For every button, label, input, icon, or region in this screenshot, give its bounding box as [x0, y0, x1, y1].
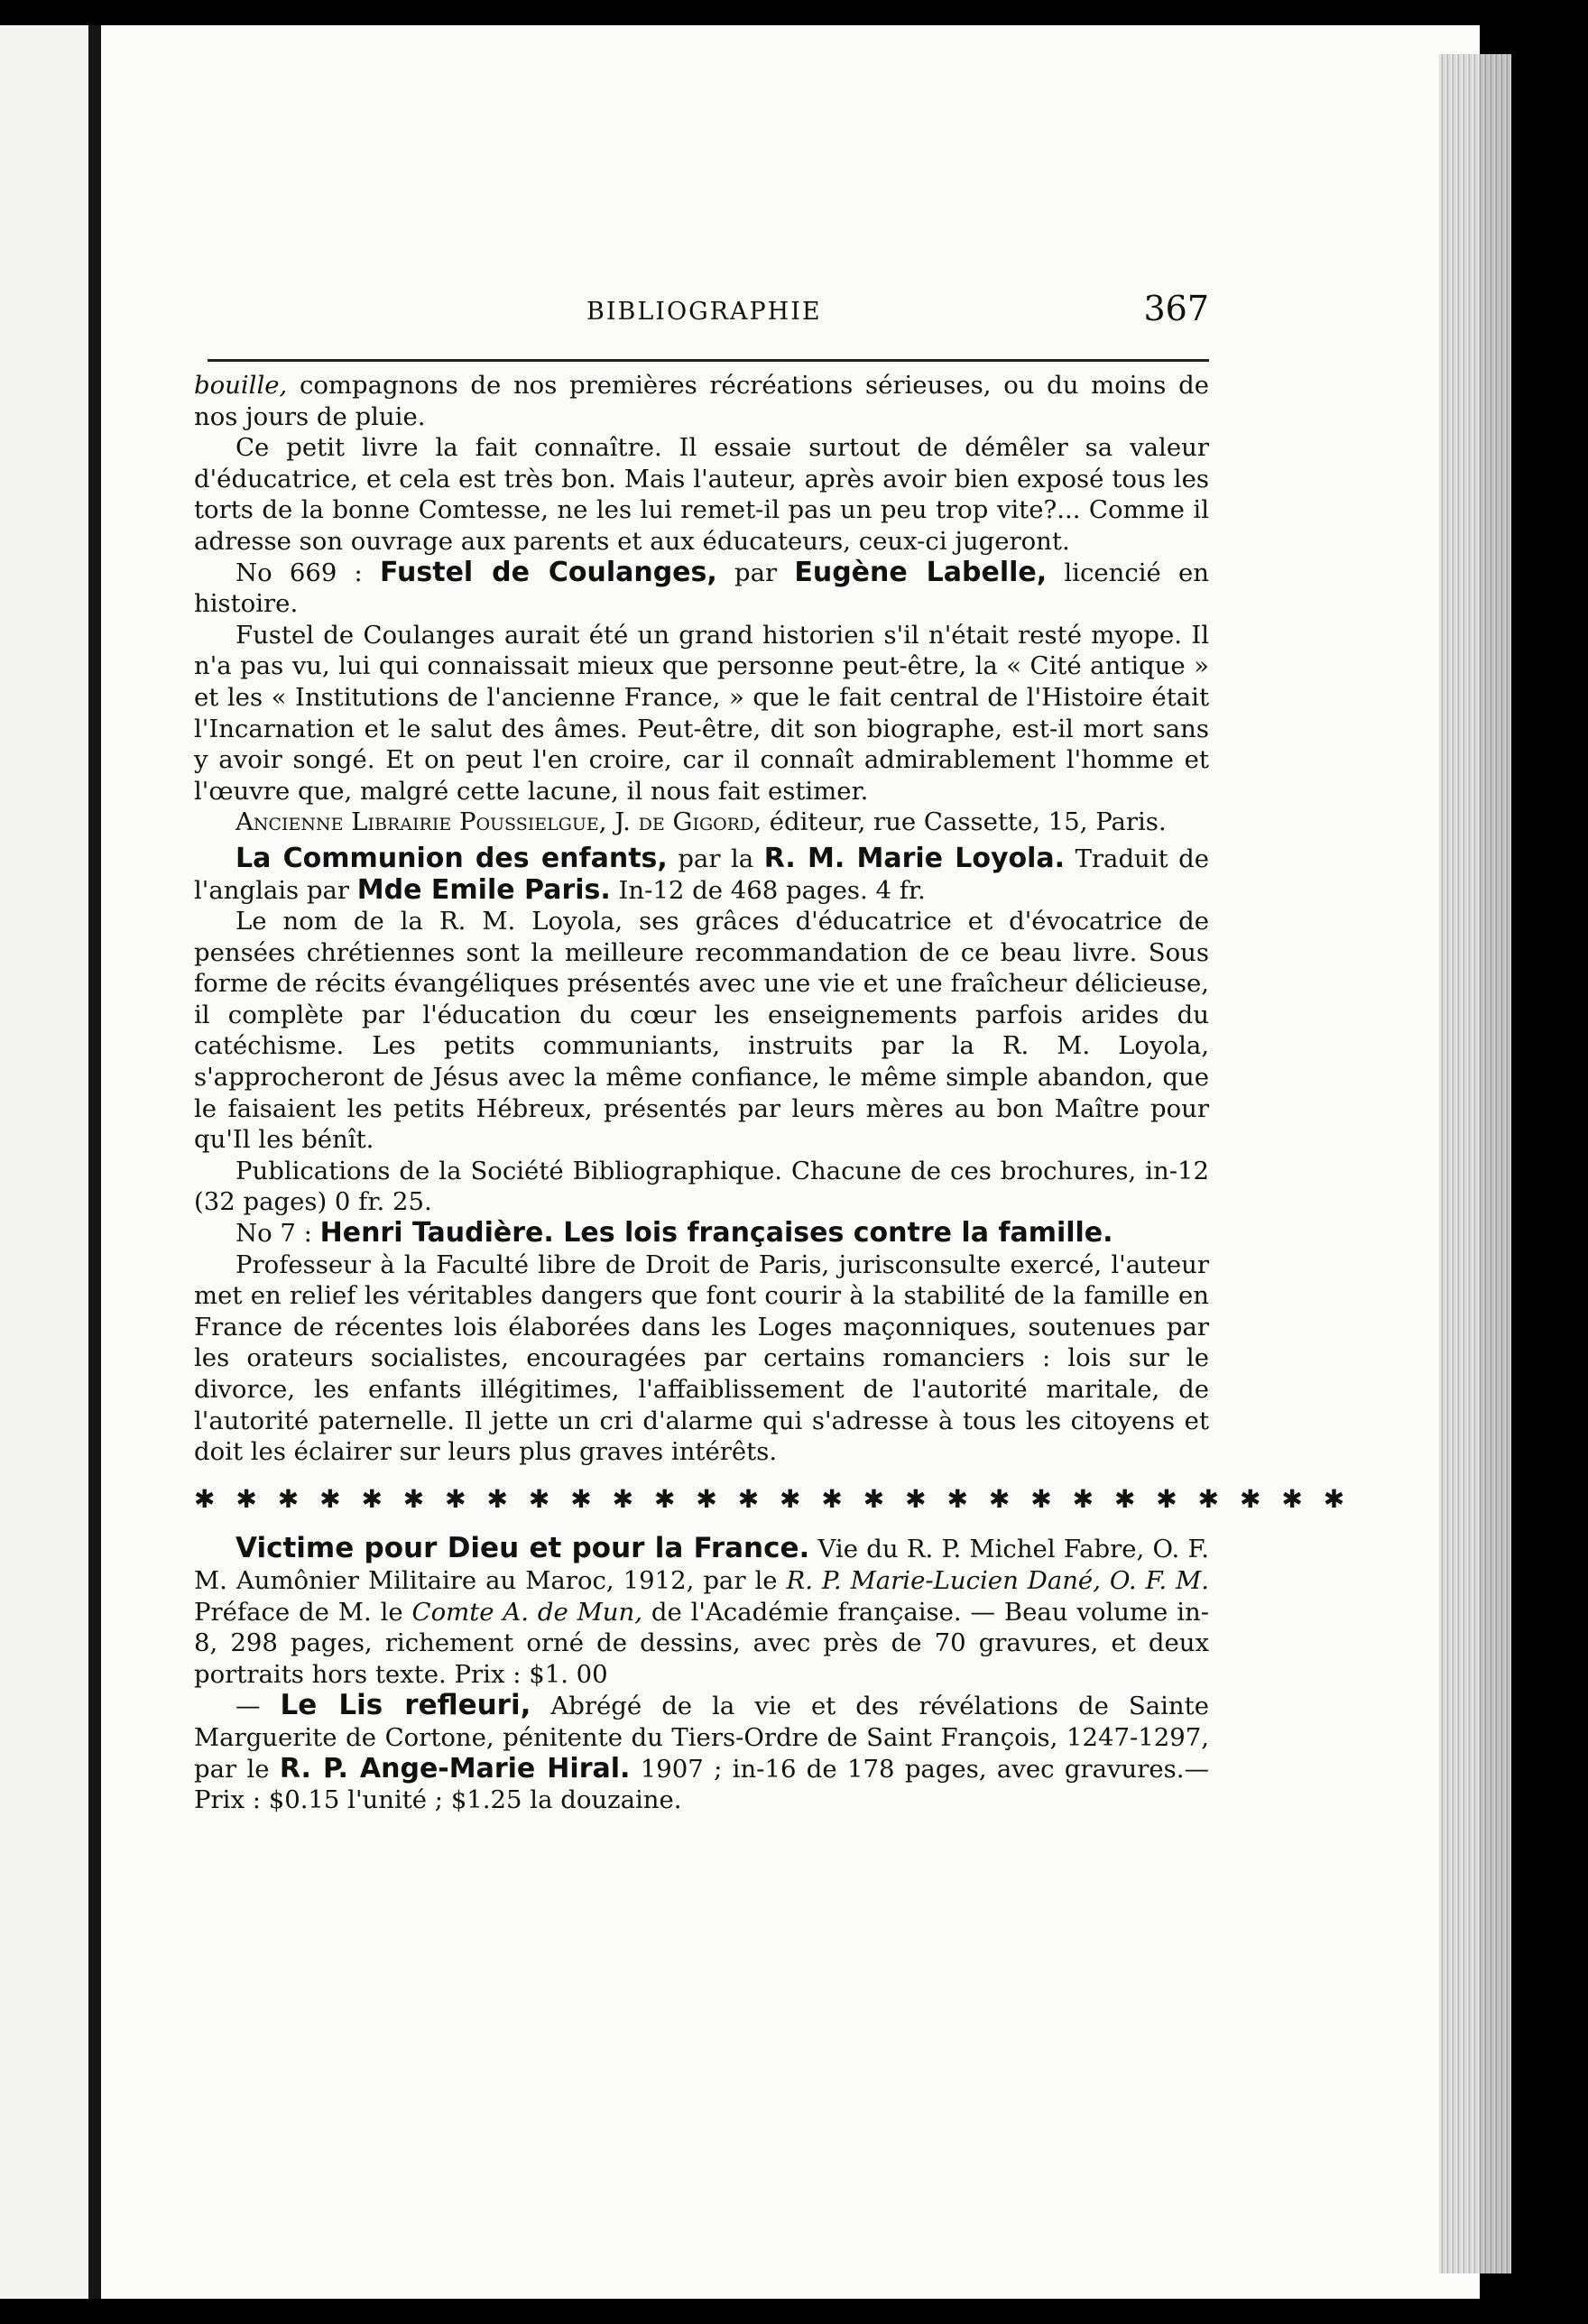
text-fragment: licencié en histoire. — [194, 558, 1209, 619]
paragraph-8: Publications de la Société Bibliographique. Chacune de ces brochures, in-12 (32 pages) 0 fr. 25. — [194, 1156, 1209, 1217]
text-fragment: Abrégé de la vie et des révélations de Sainte Marguerite de Cortone, pénitente du Tiers-Ordre de Saint François, 1247-1297, par le — [194, 1692, 1209, 1784]
text-fragment: Vie du R. P. Michel Fabre, O. F. M. Aumônier Militaire au Maroc, 1912, par le — [194, 1535, 1209, 1595]
header-title: BIBLIOGRAPHIE — [586, 298, 822, 326]
italic-fragment: Comte A. de Mun, — [411, 1597, 642, 1627]
text-fragment: Préface de M. le — [194, 1597, 412, 1627]
asterisk-separator: ✱ ✱ ✱ ✱ ✱ ✱ ✱ ✱ ✱ ✱ ✱ ✱ ✱ ✱ ✱ ✱ ✱ ✱ ✱ ✱ ✱ ✱ ✱ ✱ ✱ ✱ ✱ ✱ — [194, 1483, 1352, 1514]
page-body — [194, 370, 1352, 1816]
communion-heading — [194, 844, 1209, 906]
italic-fragment: bouille, — [194, 371, 288, 400]
paragraph-7: Le nom de la R. M. Loyola, ses grâces d'éducatrice et d'évocatrice de pensées chrétiennes sont la meilleure recommandation de ce beau livre. Sous forme de récits évangéliques présentés avec une vie et une fraîcheur délicieuse, il complète par l'éducation du cœur les enseignements parfois arides du catéchisme. Les petits communiants, instruits par la R. M. Loyola, s'approcheront de Jésus avec la même confiance, le même simple abandon, que le faisaient les petits Hébreux, présentés par leurs mères au bon Maître pour qu'Il les bénît. — [194, 907, 1209, 1155]
entry-title: Henri Taudière. Les lois françaises contre la famille. — [319, 1217, 1113, 1250]
page-number: 367 — [1143, 289, 1209, 328]
entry-author: Eugène Labelle, — [794, 556, 1048, 588]
text-fragment: éditeur, rue Cassette, 15, Paris. — [762, 807, 1167, 837]
facing-page-edge — [0, 25, 88, 2299]
page-block-edges — [1439, 54, 1511, 2273]
entry-7-heading — [194, 1218, 1209, 1250]
book-title: Le Lis refleuri, — [280, 1689, 531, 1722]
text-fragment: 1907 ; in-16 de 178 pages, avec gravures.—Prix : $0.15 l'unité ; $1.25 la douzaine. — [194, 1754, 1209, 1815]
publisher-line — [194, 807, 1209, 838]
italic-fragment: R. P. Marie-Lucien Dané, O. F. M. — [786, 1565, 1209, 1595]
running-header — [208, 289, 1209, 361]
text-fragment: compagnons de nos premières récréations sérieuses, ou du moins de nos jours de pluie. — [194, 371, 1209, 431]
book-title: Victime pour Dieu et pour la France. — [235, 1532, 810, 1565]
paragraph-4: Fustel de Coulanges aurait été un grand historien s'il n'était resté myope. Il n'a pas vu, lui qui connaissait mieux que personne peut-être, la « Cité antique » et les « Institutions de l'ancienne France, » que le fait central de l'Histoire était l'Incarnation et le salut des âmes. Peut-être, dit son biographe, est-il mort sans y avoir songé. Et on peut l'en croire, car il connaît admirablement l'homme et l'œuvre que, malgré cette lacune, il nous fait estimer. — [194, 620, 1209, 806]
paragraph-10: Professeur à la Faculté libre de Droit de Paris, jurisconsulte exercé, l'auteur met en relief les véritables dangers que font courir à la stabilité de la famille en France de récentes lois élaborées dans les Loges maçonniques, soutenues par les orateurs socialistes, encouragées par certains romanciers : lois sur le divorce, les enfants illégitimes, l'affaiblissement de l'autorité maritale, de l'autorité paternelle. Il jette un cri d'alarme qui s'adresse à tous les citoyens et doit les éclairer sur leurs plus graves intérêts. — [194, 1250, 1209, 1467]
text-fragment: par — [716, 558, 795, 587]
entry-translator: Mde Emile Paris. — [356, 873, 611, 906]
book-listing-1 — [194, 1533, 1209, 1690]
text-fragment: In-12 de 468 pages. 4 fr. — [610, 875, 926, 905]
book-spine-shadow — [88, 25, 101, 2299]
header-rule — [208, 359, 1209, 362]
entry-number: No 7 : — [235, 1219, 312, 1249]
entry-title: Fustel de Coulanges, — [380, 556, 717, 588]
paragraph-2: Ce petit livre la fait connaître. Il essaie surtout de démêler sa valeur d'éducatrice, et cela est très bon. Mais l'auteur, après avoir bien exposé tous les torts de la bonne Comtesse, ne les lui remet-il pas un peu trop vite?... Comme il adresse son ouvrage aux parents et aux éducateurs, ceux-ci jugeront. — [194, 433, 1209, 556]
text-fragment: de l'Académie française. — Beau volume in-8, 298 pages, richement orné de dessins, avec près de 70 gravures, et deux portraits hors texte. Prix : $1. 00 — [194, 1597, 1209, 1689]
entry-number: No 669 : — [235, 558, 363, 587]
entry-title: La Communion des enfants, — [235, 842, 668, 874]
publisher-name: Ancienne Librairie Poussielgue, J. de Gigord, — [235, 807, 762, 837]
dash: — — [235, 1692, 281, 1721]
book-listing-2 — [194, 1690, 1209, 1815]
entry-669-heading — [194, 558, 1209, 620]
entry-author: R. M. Marie Loyola. — [763, 842, 1066, 874]
book-author: R. P. Ange-Marie Hiral. — [279, 1752, 631, 1784]
paragraph-1 — [194, 370, 1209, 432]
text-fragment: Traduit de l'anglais par — [194, 844, 1210, 905]
text-fragment: par la — [667, 844, 764, 873]
